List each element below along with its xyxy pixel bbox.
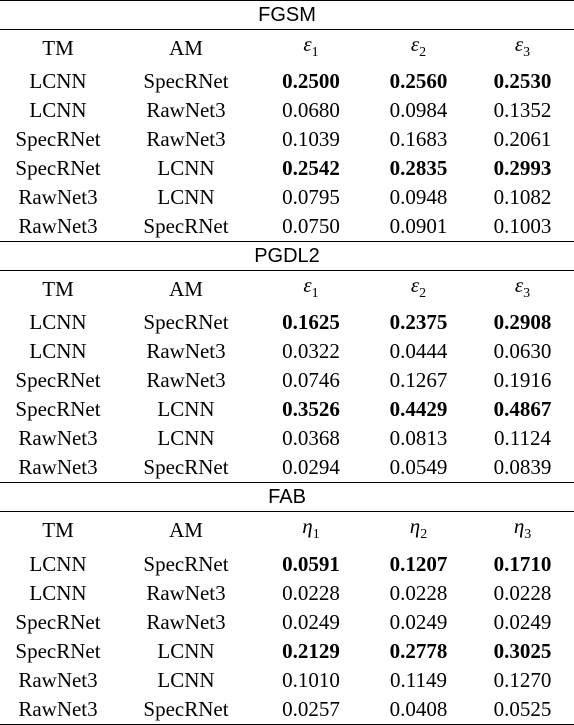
cell-am: RawNet3: [146, 609, 226, 634]
cell-value-2: 0.2375: [389, 310, 448, 335]
cell-tm: SpecRNet: [15, 156, 101, 181]
cell-value-2: 0.0408: [366, 695, 471, 725]
table-row: [0, 550, 574, 579]
metric-symbol: [303, 32, 319, 61]
cell-value-3: 0.0249: [493, 609, 552, 634]
cell-am: SpecRNet: [143, 310, 229, 335]
table-row: [0, 666, 574, 695]
header-tm: TM: [42, 277, 74, 302]
column-header-row: [0, 512, 574, 550]
cell-value-2: 0.0549: [366, 453, 471, 483]
cell-value-1: 0.0680: [282, 98, 340, 123]
cell-value-1: 0.0257: [256, 695, 366, 725]
metric-symbol-subscript: 1: [311, 45, 319, 61]
header-metric-1: [256, 30, 366, 68]
cell-value-3: 0.1270: [493, 667, 552, 692]
metric-symbol: [514, 273, 531, 302]
cell-am: RawNet3: [146, 580, 226, 605]
cell-tm: RawNet3: [0, 212, 116, 242]
cell-value-1: 0.0322: [282, 339, 340, 364]
cell-am: LCNN: [157, 667, 215, 692]
table-row: [0, 308, 574, 337]
section-title-row: [0, 483, 574, 512]
table-row: [0, 337, 574, 366]
cell-value-2: 0.0249: [389, 609, 448, 634]
metric-symbol-base: η: [302, 514, 313, 539]
column-header-row: [0, 30, 574, 68]
cell-am: LCNN: [157, 638, 215, 663]
section-title: FAB: [0, 483, 574, 512]
cell-value-1: 0.3526: [282, 397, 340, 422]
metric-symbol-base: ε: [303, 273, 312, 298]
cell-value-3: 0.1710: [493, 551, 552, 576]
cell-value-3: 0.2530: [493, 69, 552, 94]
metric-symbol-subscript: 2: [419, 286, 427, 302]
cell-value-2: 0.0948: [389, 185, 448, 210]
cell-am: LCNN: [157, 426, 215, 451]
cell-value-1: 0.1010: [282, 667, 340, 692]
table-row: [0, 395, 574, 424]
cell-tm: RawNet3: [18, 185, 98, 210]
cell-tm: LCNN: [29, 310, 87, 335]
results-table-body: [0, 1, 574, 725]
cell-value-3: 0.0228: [493, 580, 552, 605]
table-row: [0, 212, 574, 242]
cell-value-1: 0.1625: [282, 310, 340, 335]
metric-symbol-subscript: 1: [312, 527, 320, 543]
cell-value-3: 0.1082: [493, 185, 552, 210]
header-metric-1: [256, 271, 366, 309]
metric-symbol: [302, 514, 320, 543]
cell-value-2: 0.0228: [389, 580, 448, 605]
cell-value-1: 0.2500: [282, 69, 340, 94]
header-metric-3: [471, 30, 574, 68]
cell-am: SpecRNet: [143, 69, 229, 94]
cell-value-2: 0.2835: [389, 156, 448, 181]
cell-value-1: 0.0228: [282, 580, 340, 605]
cell-am: RawNet3: [146, 127, 226, 152]
cell-am: LCNN: [157, 397, 215, 422]
cell-value-2: 0.0901: [366, 212, 471, 242]
cell-am: SpecRNet: [116, 695, 256, 725]
cell-value-1: 0.0249: [282, 609, 340, 634]
cell-tm: LCNN: [29, 580, 87, 605]
table-row: [0, 424, 574, 453]
cell-value-1: 0.1039: [282, 127, 340, 152]
table-row: [0, 67, 574, 96]
cell-value-3: 0.1352: [493, 98, 552, 123]
cell-value-2: 0.0813: [389, 426, 448, 451]
cell-tm: LCNN: [29, 98, 87, 123]
cell-value-2: 0.1207: [389, 551, 448, 576]
cell-value-3: 0.1003: [471, 212, 574, 242]
header-metric-3: [471, 512, 574, 550]
metric-symbol-subscript: 3: [523, 45, 531, 61]
cell-value-1: 0.2129: [282, 638, 340, 663]
metric-symbol-subscript: 1: [311, 286, 319, 302]
cell-value-3: 0.0630: [493, 339, 552, 364]
header-metric-2: [366, 512, 471, 550]
metric-symbol-base: ε: [514, 273, 524, 298]
header-metric-3: [471, 271, 574, 309]
cell-value-3: 0.0839: [471, 453, 574, 483]
cell-tm: RawNet3: [18, 426, 98, 451]
cell-value-1: 0.0294: [256, 453, 366, 483]
cell-value-3: 0.3025: [493, 638, 552, 663]
cell-am: SpecRNet: [116, 453, 256, 483]
cell-value-1: 0.2542: [282, 156, 340, 181]
column-header-row: [0, 271, 574, 309]
cell-tm: LCNN: [29, 551, 87, 576]
cell-value-1: 0.0750: [256, 212, 366, 242]
table-row: [0, 154, 574, 183]
metric-symbol-subscript: 3: [524, 527, 532, 543]
cell-value-3: 0.1124: [494, 426, 552, 451]
cell-tm: RawNet3: [18, 667, 98, 692]
metric-symbol-subscript: 2: [420, 527, 428, 543]
table-row: [0, 637, 574, 666]
cell-tm: SpecRNet: [15, 397, 101, 422]
cell-am: SpecRNet: [143, 551, 229, 576]
cell-tm: SpecRNet: [15, 368, 101, 393]
cell-value-3: 0.1916: [493, 368, 552, 393]
table-row: [0, 183, 574, 212]
cell-tm: SpecRNet: [15, 609, 101, 634]
table-row: [0, 453, 574, 483]
header-metric-2: [366, 271, 471, 309]
cell-value-1: 0.0368: [282, 426, 340, 451]
metric-symbol: [410, 273, 427, 302]
cell-value-2: 0.1149: [390, 667, 447, 692]
cell-value-2: 0.0984: [389, 98, 448, 123]
cell-value-2: 0.2560: [389, 69, 448, 94]
cell-value-3: 0.2993: [493, 156, 552, 181]
cell-value-2: 0.1683: [389, 127, 448, 152]
table-row: [0, 96, 574, 125]
table-row: [0, 579, 574, 608]
cell-tm: LCNN: [29, 69, 87, 94]
metric-symbol: [303, 273, 319, 302]
cell-value-2: 0.1267: [389, 368, 448, 393]
table-row: [0, 608, 574, 637]
table-row: [0, 366, 574, 395]
header-metric-1: [256, 512, 366, 550]
cell-value-3: 0.2061: [493, 127, 552, 152]
cell-am: SpecRNet: [116, 212, 256, 242]
cell-value-2: 0.0444: [389, 339, 448, 364]
cell-tm: LCNN: [29, 339, 87, 364]
cell-am: RawNet3: [146, 368, 226, 393]
metric-symbol-base: ε: [514, 32, 524, 56]
metric-symbol-base: ε: [410, 32, 420, 56]
metric-symbol-base: η: [409, 514, 421, 539]
cell-value-2: 0.2778: [389, 638, 448, 663]
header-am: AM: [169, 36, 203, 61]
cell-value-2: 0.4429: [389, 397, 448, 422]
metric-symbol: [514, 32, 531, 61]
metric-symbol: [409, 514, 428, 543]
table-row: [0, 695, 574, 725]
cell-value-1: 0.0746: [282, 368, 340, 393]
cell-value-1: 0.0591: [282, 551, 340, 576]
cell-tm: SpecRNet: [15, 127, 101, 152]
header-metric-2: [366, 30, 471, 68]
metric-symbol-base: η: [513, 514, 525, 539]
cell-am: LCNN: [157, 156, 215, 181]
metric-symbol-base: ε: [303, 32, 312, 56]
metric-symbol: [410, 32, 427, 61]
header-tm: TM: [42, 36, 74, 61]
cell-value-3: 0.4867: [493, 397, 552, 422]
cell-tm: SpecRNet: [15, 638, 101, 663]
cell-value-1: 0.0795: [282, 185, 340, 210]
cell-am: RawNet3: [146, 339, 226, 364]
cell-tm: RawNet3: [0, 453, 116, 483]
cell-tm: RawNet3: [0, 695, 116, 725]
cell-value-3: 0.2908: [493, 310, 552, 335]
cell-value-3: 0.0525: [471, 695, 574, 725]
header-tm: TM: [42, 518, 74, 543]
metric-symbol-base: ε: [410, 273, 420, 298]
section-title: PGDL2: [0, 242, 574, 271]
header-am: AM: [169, 277, 203, 302]
section-title-row: [0, 242, 574, 271]
header-am: AM: [169, 518, 203, 543]
metric-symbol-subscript: 3: [523, 286, 531, 302]
cell-am: LCNN: [157, 185, 215, 210]
cell-am: RawNet3: [146, 98, 226, 123]
table-row: [0, 125, 574, 154]
section-title-row: [0, 1, 574, 30]
section-title: FGSM: [0, 1, 574, 30]
metric-symbol: [513, 514, 532, 543]
metric-symbol-subscript: 2: [419, 45, 427, 61]
